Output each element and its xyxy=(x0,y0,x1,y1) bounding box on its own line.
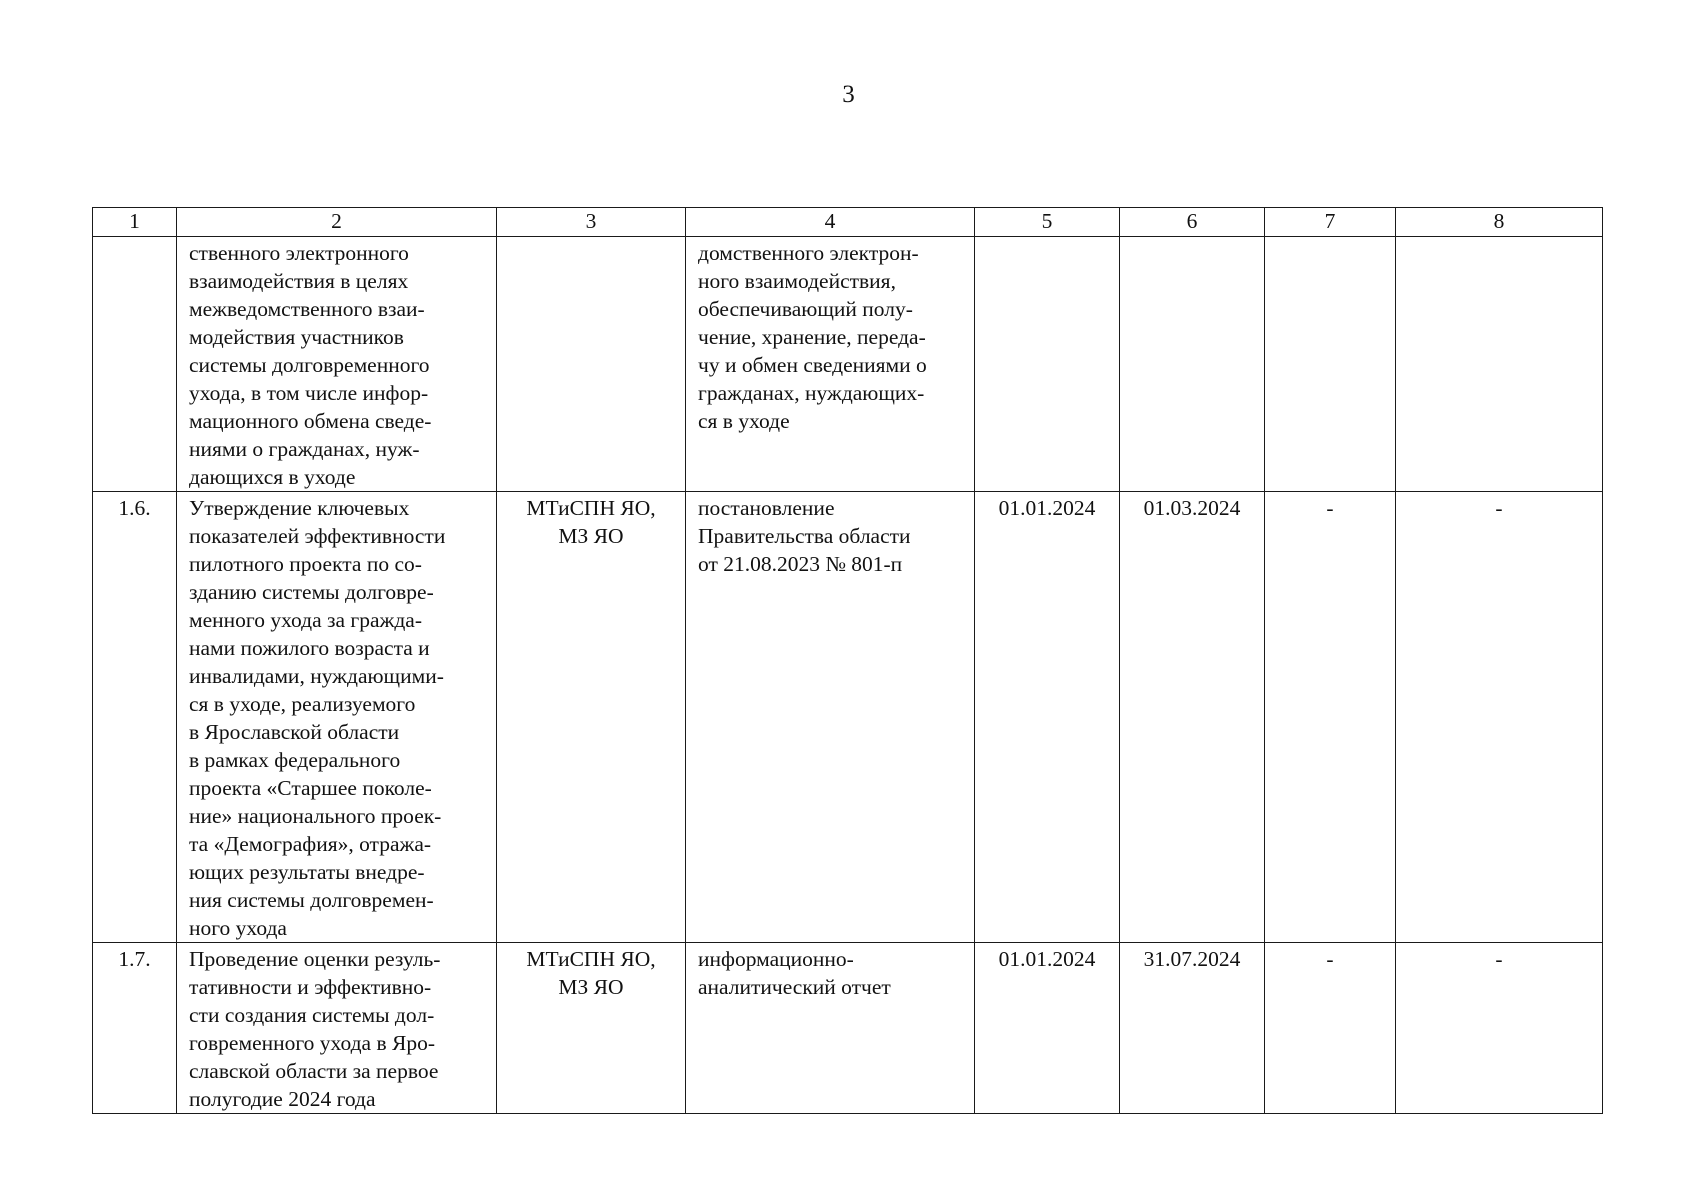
text-line: ухода, в том числе инфор- xyxy=(189,381,429,405)
header-row xyxy=(93,208,1603,237)
start-date-cell xyxy=(975,237,1120,492)
text-line: ся в уходе xyxy=(698,409,790,433)
start-date-cell: 01.01.2024 xyxy=(975,492,1120,943)
item-number-cell: 1.7. xyxy=(93,943,177,1114)
text-line: показателей эффективности xyxy=(189,524,446,548)
text-line: в рамках федерального xyxy=(189,748,401,772)
text-line: тативности и эффективно- xyxy=(189,975,432,999)
text-line: от 21.08.2023 № 801-п xyxy=(698,552,903,576)
text-line: та «Демография», отража- xyxy=(189,832,432,856)
activity-cell xyxy=(177,492,497,943)
text-line: системы долговременного xyxy=(189,353,430,377)
text-line: ного ухода xyxy=(189,916,287,940)
text-line: Утверждение ключевых xyxy=(189,496,410,520)
text-line: мационного обмена сведе- xyxy=(189,409,432,433)
table-row xyxy=(93,237,1603,492)
start-date-cell: 01.01.2024 xyxy=(975,943,1120,1114)
text-line: менного ухода за гражда- xyxy=(189,608,423,632)
text-line: ственного электронного xyxy=(189,241,409,265)
header-col-6: 6 xyxy=(1120,208,1265,237)
text-line: ние» национального проек- xyxy=(189,804,442,828)
text-line: дающихся в уходе xyxy=(189,465,356,489)
table-row xyxy=(93,943,1603,1114)
text-line: Проведение оценки резуль- xyxy=(189,947,441,971)
header-col-8: 8 xyxy=(1396,208,1603,237)
text-line: домственного электрон- xyxy=(698,241,919,265)
text-line: чение, хранение, переда- xyxy=(698,325,926,349)
text-line: инвалидами, нуждающими- xyxy=(189,664,444,688)
text-line: славской области за первое xyxy=(189,1059,439,1083)
executor-cell xyxy=(497,492,686,943)
end-date-cell: 01.03.2024 xyxy=(1120,492,1265,943)
text-line: информационно- xyxy=(698,947,854,971)
activities-table xyxy=(92,207,1603,1114)
text-line: сти создания системы дол- xyxy=(189,1003,435,1027)
item-number-cell xyxy=(93,237,177,492)
result-cell xyxy=(686,237,975,492)
table-row xyxy=(93,492,1603,943)
executor-cell xyxy=(497,237,686,492)
header-col-2: 2 xyxy=(177,208,497,237)
activity-cell xyxy=(177,237,497,492)
activity-cell xyxy=(177,943,497,1114)
text-line: МЗ ЯО xyxy=(558,524,624,548)
result-cell xyxy=(686,943,975,1114)
executor-cell xyxy=(497,943,686,1114)
col8-cell: - xyxy=(1396,943,1603,1114)
text-line: МЗ ЯО xyxy=(558,975,624,999)
header-col-7: 7 xyxy=(1265,208,1396,237)
text-line: полугодие 2024 года xyxy=(189,1087,376,1111)
text-line: МТиСПН ЯО, xyxy=(526,496,656,520)
text-line: ния системы долговремен- xyxy=(189,888,434,912)
end-date-cell: 31.07.2024 xyxy=(1120,943,1265,1114)
text-line: в Ярославской области xyxy=(189,720,400,744)
col8-cell: - xyxy=(1396,492,1603,943)
col7-cell xyxy=(1265,237,1396,492)
text-line: ся в уходе, реализуемого xyxy=(189,692,416,716)
end-date-cell xyxy=(1120,237,1265,492)
text-line: пилотного проекта по со- xyxy=(189,552,422,576)
text-line: чу и обмен сведениями о xyxy=(698,353,927,377)
text-line: ющих результаты внедре- xyxy=(189,860,425,884)
text-line: постановление xyxy=(698,496,835,520)
header-col-1: 1 xyxy=(93,208,177,237)
text-line: зданию системы долговре- xyxy=(189,580,434,604)
header-col-4: 4 xyxy=(686,208,975,237)
col7-cell: - xyxy=(1265,943,1396,1114)
text-line: модействия участников xyxy=(189,325,404,349)
text-line: аналитический отчет xyxy=(698,975,891,999)
page-number: 3 xyxy=(842,81,855,108)
result-cell xyxy=(686,492,975,943)
text-line: гражданах, нуждающих- xyxy=(698,381,925,405)
header-col-5: 5 xyxy=(975,208,1120,237)
text-line: Правительства области xyxy=(698,524,911,548)
text-line: обеспечивающий полу- xyxy=(698,297,913,321)
col7-cell: - xyxy=(1265,492,1396,943)
item-number-cell: 1.6. xyxy=(93,492,177,943)
header-col-3: 3 xyxy=(497,208,686,237)
text-line: межведомственного взаи- xyxy=(189,297,425,321)
text-line: взаимодействия в целях xyxy=(189,269,409,293)
text-line: ного взаимодействия, xyxy=(698,269,896,293)
text-line: говременного ухода в Яро- xyxy=(189,1031,435,1055)
text-line: ниями о гражданах, нуж- xyxy=(189,437,420,461)
text-line: МТиСПН ЯО, xyxy=(526,947,656,971)
text-line: проекта «Старшее поколе- xyxy=(189,776,432,800)
text-line: нами пожилого возраста и xyxy=(189,636,430,660)
col8-cell xyxy=(1396,237,1603,492)
